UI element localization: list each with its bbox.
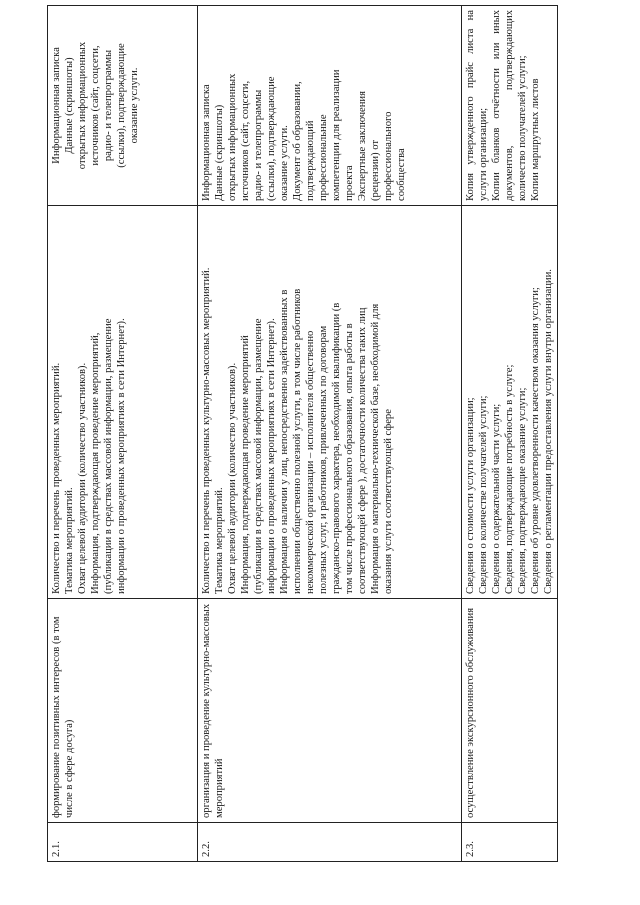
source-line: профессиональные [318, 114, 329, 201]
info-line: Сведения о регламентации предоставления услуги внутри организации. [543, 269, 554, 594]
info-cell [48, 206, 198, 599]
sources-cell [462, 6, 558, 206]
info-line: Информация о материально-технической базе, необходимой для [370, 303, 381, 594]
source-line: Копии бланков отчётности или иных документов, подтверждающих количество получателей услуги; [491, 10, 528, 201]
info-line: соответствующей сфере ), достаточности количества таких лиц [357, 307, 368, 594]
info-line: (публикации в средствах массовой информации, размещение [103, 318, 114, 594]
source-line: Копии маршрутных листов [530, 78, 541, 201]
info-line: Тематика мероприятий. [214, 487, 225, 594]
criteria-table [47, 5, 558, 862]
row-number: 2.2. [198, 823, 462, 862]
source-line: оказание услуги. [279, 125, 290, 201]
source-line: источников (сайт, соцсети, [90, 45, 101, 166]
source-line: оказание услуги. [129, 67, 140, 144]
info-line: оказания услуги соответствующей сфере [383, 409, 394, 594]
info-line: информации о проведенных мероприятиях в сети Интернет). [266, 318, 277, 594]
info-line: исполнении общественно полезной услуги, в том числе работников [292, 288, 303, 594]
info-line: Сведения, подтверждающие оказание услуги; [517, 387, 528, 594]
source-line: (рецензии) от [370, 139, 381, 201]
source-line: проекта [344, 165, 355, 201]
service-name: осуществление экскурсионного обслуживания [462, 599, 558, 823]
source-line: Данные (скриншоты) [214, 104, 225, 201]
info-line: том числе профессионального образования, опыта работы в [344, 323, 355, 594]
service-name: формирование позитивных интересов (в том числе в сфере досуга) [48, 599, 198, 823]
info-cell [198, 206, 462, 599]
sources-cell [198, 6, 462, 206]
table-row [48, 6, 198, 862]
table-row [462, 6, 558, 862]
row-number: 2.3. [462, 823, 558, 862]
source-line: (ссылки), подтверждающие [116, 43, 127, 168]
source-line: Копия утвержденного прайс листа на услуги организации; [465, 10, 489, 201]
info-line: (публикации в средствах массовой информации, размещение [253, 318, 264, 594]
info-line: гражданско-правового характера, необходимой квалификации (в [331, 302, 342, 594]
source-line: Документ об образовании, [292, 81, 303, 201]
sources-cell [48, 6, 198, 206]
source-line: Данные (скриншоты) [64, 57, 75, 154]
info-line: Информация, подтверждающая проведение мероприятий [240, 335, 251, 594]
info-line: Тематика мероприятий. [64, 487, 75, 594]
source-line: радио- и телепрограммы [103, 49, 114, 162]
info-line: Количество и перечень проведенных мероприятий. [51, 362, 62, 594]
service-name: организация и проведение культурно-массовых мероприятий [198, 599, 462, 823]
source-line: открытых информационных [227, 73, 238, 201]
info-line: Информация о наличии у лиц, непосредственно задействованных в [279, 289, 290, 594]
source-line: открытых информационных [77, 41, 88, 170]
source-line: радио- и телепрограммы [253, 89, 264, 201]
rotated-page [47, 10, 554, 862]
info-line: Информация, подтверждающая проведение мероприятий, [90, 332, 101, 594]
source-line: сообщества [396, 148, 407, 201]
info-line: Охват целевой аудитории (количество участников). [77, 362, 88, 594]
info-line: Сведения о стоимости услуги организации; [465, 397, 476, 594]
source-line: подтверждающий [305, 120, 316, 201]
info-line: информации о проведенных мероприятиях в сети Интернет). [116, 318, 127, 594]
table-row [198, 6, 462, 862]
info-line: Охват целевой аудитории (количество участников). [227, 362, 238, 594]
info-line: Сведения об уровне удовлетворенности качеством оказания услуги; [530, 287, 541, 594]
source-line: Экспертные заключения [357, 91, 368, 201]
source-line: Информационная записка [201, 84, 212, 201]
info-line: Сведения о содержательной части услуги; [491, 403, 502, 594]
info-line: полезных услуг, и работников, привлеченных по договорам [318, 325, 329, 594]
info-line: некоммерческой организации – исполнителя общественно [305, 330, 316, 594]
info-line: Сведения, подтверждающие потребность в услуге; [504, 364, 515, 594]
source-line: Информационная записка [51, 47, 62, 164]
info-cell [462, 206, 558, 599]
info-line: Количество и перечень проведенных культурно-массовых мероприятий. [201, 267, 212, 594]
source-line: источников (сайт, соцсети, [240, 80, 251, 201]
source-line: компетенции для реализации [331, 69, 342, 201]
source-line: (ссылки), подтверждающие [266, 76, 277, 201]
source-line: профессионального [383, 111, 394, 201]
info-line: Сведения о количестве получателей услуги; [478, 395, 489, 594]
row-number: 2.1. [48, 823, 198, 862]
